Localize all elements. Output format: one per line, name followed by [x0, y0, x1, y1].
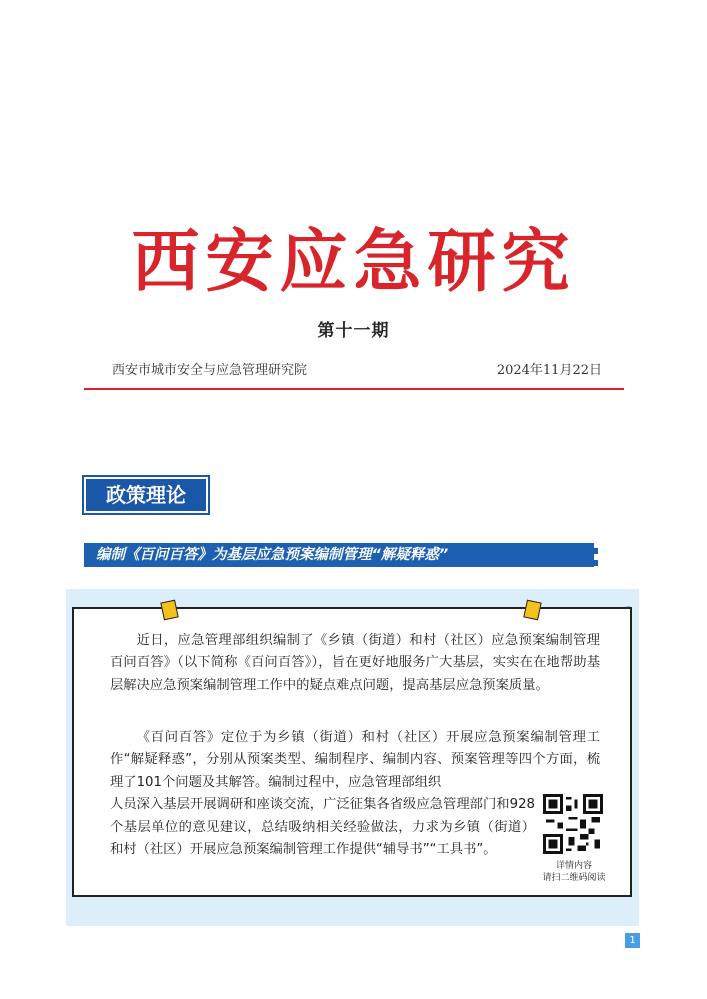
masthead-title: 西安应急研究 [131, 222, 576, 302]
article-paragraph: 近日，应急管理部组织编制了《乡镇（街道）和村（社区）应急预案编制管理百问百答》（以下简称《百问百答》），旨在更好地服务广大基层，实实在在地帮助基层解决应急预案编制管理工作中的疑点难点问题，提高基层应急预案质量。 [110, 633, 600, 693]
section-tag: 政策理论 [84, 477, 208, 513]
headline-deco-icon [580, 548, 600, 568]
article-paragraph-part: 《百问百答》定位于为乡镇（街道）和村（社区）开展应急预案编制管理工作“解疑释惑”，分别从预案类型、编制程序、编制内容、预案管理等四个方面，梳理了101个问题及其解答。编制过程中，应急管理部组织 [110, 730, 600, 790]
publish-date: 2024年11月22日 [496, 363, 602, 378]
publisher-name: 西安市城市安全与应急管理研究院 [112, 363, 308, 378]
qr-caption-line: 详情内容 [555, 861, 592, 871]
article-headline[interactable]: 编制《百问百答》为基层应急预案编制管理“解疑释惑” [84, 543, 594, 567]
article-paragraph-part: 人员深入基层开展调研和座谈交流，广泛征集各省级应急管理部门和928个基层单位的意见建议，总结吸纳相关经验做法，力求为乡镇（街道）和村（社区）开展应急预案编制管理工作提供“辅导书”“工具书”。 [110, 797, 535, 858]
issue-number: 第十一期 [317, 321, 390, 341]
article-paragraph [110, 727, 600, 861]
qr-caption [528, 860, 620, 884]
header-divider [84, 388, 624, 390]
page-number: 1 [625, 933, 640, 948]
qr-code-icon[interactable] [543, 794, 603, 854]
qr-caption-line: 请扫二维码阅读 [542, 873, 606, 883]
